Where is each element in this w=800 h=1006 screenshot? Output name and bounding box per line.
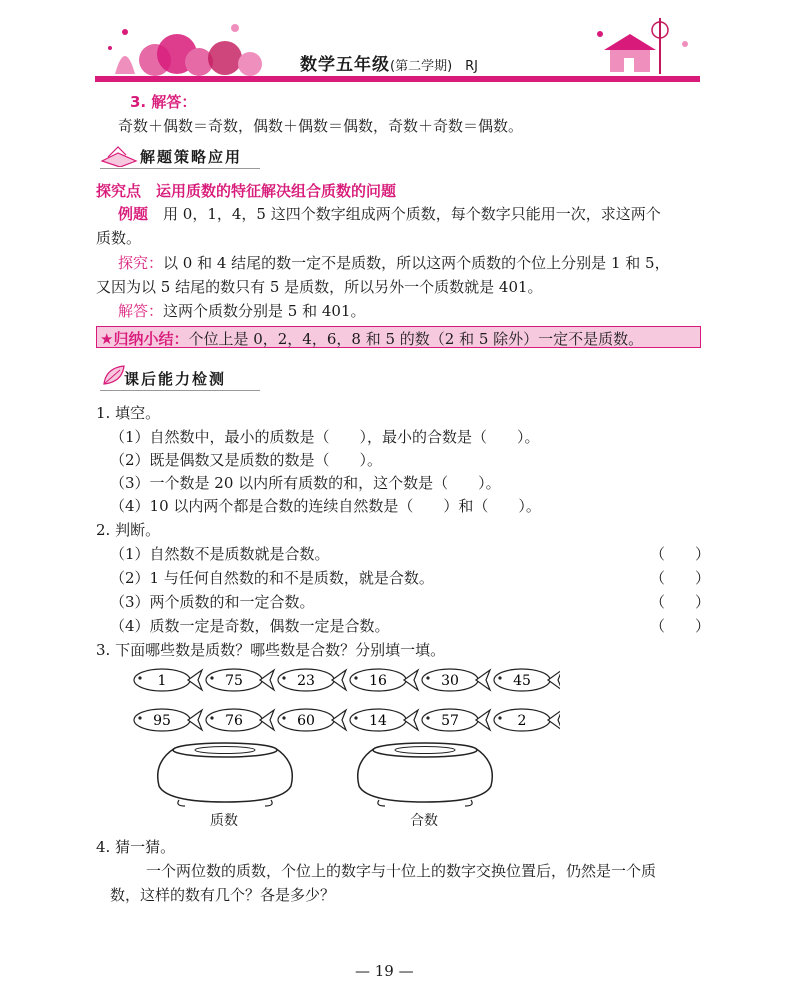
composite-bowl-icon bbox=[358, 743, 493, 806]
q1-title: 1. 填空。 bbox=[96, 404, 161, 422]
q4-line-2: 数，这样的数有几个？各是多少？ bbox=[110, 886, 336, 904]
fish-icon bbox=[206, 709, 274, 731]
fish-number: 16 bbox=[369, 673, 387, 689]
summary-label: ★归纳小结： bbox=[100, 330, 189, 348]
practice-section-title: 课后能力检测 bbox=[124, 370, 227, 388]
book-title: 数学五年级 bbox=[300, 55, 390, 75]
fish-icon bbox=[134, 669, 202, 691]
header-bar bbox=[95, 76, 700, 82]
fish-number: 75 bbox=[225, 673, 243, 689]
fish-number: 45 bbox=[513, 673, 531, 689]
page-header bbox=[0, 0, 800, 100]
explore-text-1: 以 0 和 4 结尾的数一定不是质数，所以这两个质数的个位上分别是 1 和 5， bbox=[163, 254, 670, 272]
solution-text: 这两个质数分别是 5 和 401。 bbox=[163, 302, 366, 320]
header-title bbox=[300, 50, 478, 75]
example-text-1: 用 0，1，4，5 这四个数字组成两个质数，每个数字只能用一次，求这两个 bbox=[163, 205, 661, 223]
fish-number: 57 bbox=[441, 713, 459, 729]
fish-icon bbox=[206, 669, 274, 691]
strategy-section-title: 解题策略应用 bbox=[140, 148, 243, 166]
fish-number: 14 bbox=[369, 713, 387, 729]
book-term: (第二学期) bbox=[390, 59, 453, 74]
section-divider bbox=[100, 168, 260, 169]
q2-answer-blank[interactable]: （ ） bbox=[650, 617, 711, 635]
q3-title: 3. 下面哪些数是质数？哪些数是合数？分别填一填。 bbox=[96, 641, 446, 659]
q4-line-1: 一个两位数的质数，个位上的数字与十位上的数字交换位置后，仍然是一个质 bbox=[146, 862, 657, 880]
fish-svg bbox=[120, 664, 560, 740]
fish-icon bbox=[278, 669, 346, 691]
fish-number: 60 bbox=[297, 713, 315, 729]
prime-bowl-label: 质数 bbox=[210, 813, 238, 829]
explore-line-1 bbox=[118, 252, 670, 273]
explore-label: 探究： bbox=[118, 254, 164, 272]
q4-title: 4. 猜一猜。 bbox=[96, 838, 176, 856]
q2-answer-blank[interactable]: （ ） bbox=[650, 593, 711, 611]
q2-item-4: （4）质数一定是奇数，偶数一定是合数。 bbox=[110, 617, 390, 635]
header-left-decoration-icon bbox=[95, 18, 275, 80]
solution-line bbox=[118, 300, 366, 321]
summary-text: 个位上是 0，2，4，6，8 和 5 的数（2 和 5 除外）一定不是质数。 bbox=[188, 330, 644, 348]
explore-line-2: 又因为以 5 结尾的数只有 5 是质数，所以另外一个质数就是 401。 bbox=[96, 278, 543, 296]
fish-icon bbox=[350, 669, 418, 691]
section-divider bbox=[100, 390, 260, 391]
topic-heading: 探究点 运用质数的特征解决组合质数的问题 bbox=[96, 182, 397, 200]
header-right-house-icon bbox=[590, 14, 700, 80]
q1-item-2: （2）既是偶数又是质数的数是（ ）。 bbox=[110, 451, 383, 469]
fish-number: 2 bbox=[517, 713, 527, 729]
fish-icon bbox=[494, 709, 560, 731]
book-edition: RJ bbox=[465, 59, 478, 74]
q2-answer-blank[interactable]: （ ） bbox=[650, 545, 711, 563]
prime-bowl-icon bbox=[158, 743, 293, 806]
fish-icon bbox=[494, 669, 560, 691]
fish-number: 23 bbox=[297, 673, 315, 689]
q1-item-1: （1）自然数中，最小的质数是（ ），最小的合数是（ ）。 bbox=[110, 428, 540, 446]
answer-text: 奇数＋偶数＝奇数，偶数＋偶数＝偶数，奇数＋奇数＝偶数。 bbox=[118, 117, 524, 135]
solution-label: 解答： bbox=[118, 302, 164, 320]
q2-title: 2. 判断。 bbox=[96, 521, 161, 539]
fish-icon bbox=[134, 709, 202, 731]
q2-item-3: （3）两个质数的和一定合数。 bbox=[110, 593, 315, 611]
fish-icon bbox=[350, 709, 418, 731]
answer-label: 3. 解答： bbox=[130, 93, 197, 111]
book-icon bbox=[100, 143, 140, 167]
fish-number: 76 bbox=[225, 713, 243, 729]
summary-line bbox=[100, 328, 643, 349]
q2-answer-blank[interactable]: （ ） bbox=[650, 569, 711, 587]
fishbowl-icons bbox=[145, 742, 525, 808]
fish-icon bbox=[422, 669, 490, 691]
q1-item-4: （4）10 以内两个都是合数的连续自然数是（ ）和（ ）。 bbox=[110, 497, 541, 515]
example-line-2: 质数。 bbox=[96, 229, 142, 247]
fish-number: 30 bbox=[441, 673, 459, 689]
q2-item-2: （2）1 与任何自然数的和不是质数，就是合数。 bbox=[110, 569, 434, 587]
fish-icon bbox=[422, 709, 490, 731]
fish-number: 1 bbox=[157, 673, 167, 689]
jars-area bbox=[145, 742, 525, 832]
q1-item-3: （3）一个数是 20 以内所有质数的和，这个数是（ ）。 bbox=[110, 474, 501, 492]
composite-bowl-label: 合数 bbox=[410, 813, 438, 829]
page-number: — 19 — bbox=[355, 962, 414, 980]
example-label: 例题 bbox=[118, 205, 149, 223]
example-line-1 bbox=[118, 203, 661, 224]
fish-icon bbox=[278, 709, 346, 731]
q2-item-1: （1）自然数不是质数就是合数。 bbox=[110, 545, 330, 563]
fish-number: 95 bbox=[153, 713, 171, 729]
